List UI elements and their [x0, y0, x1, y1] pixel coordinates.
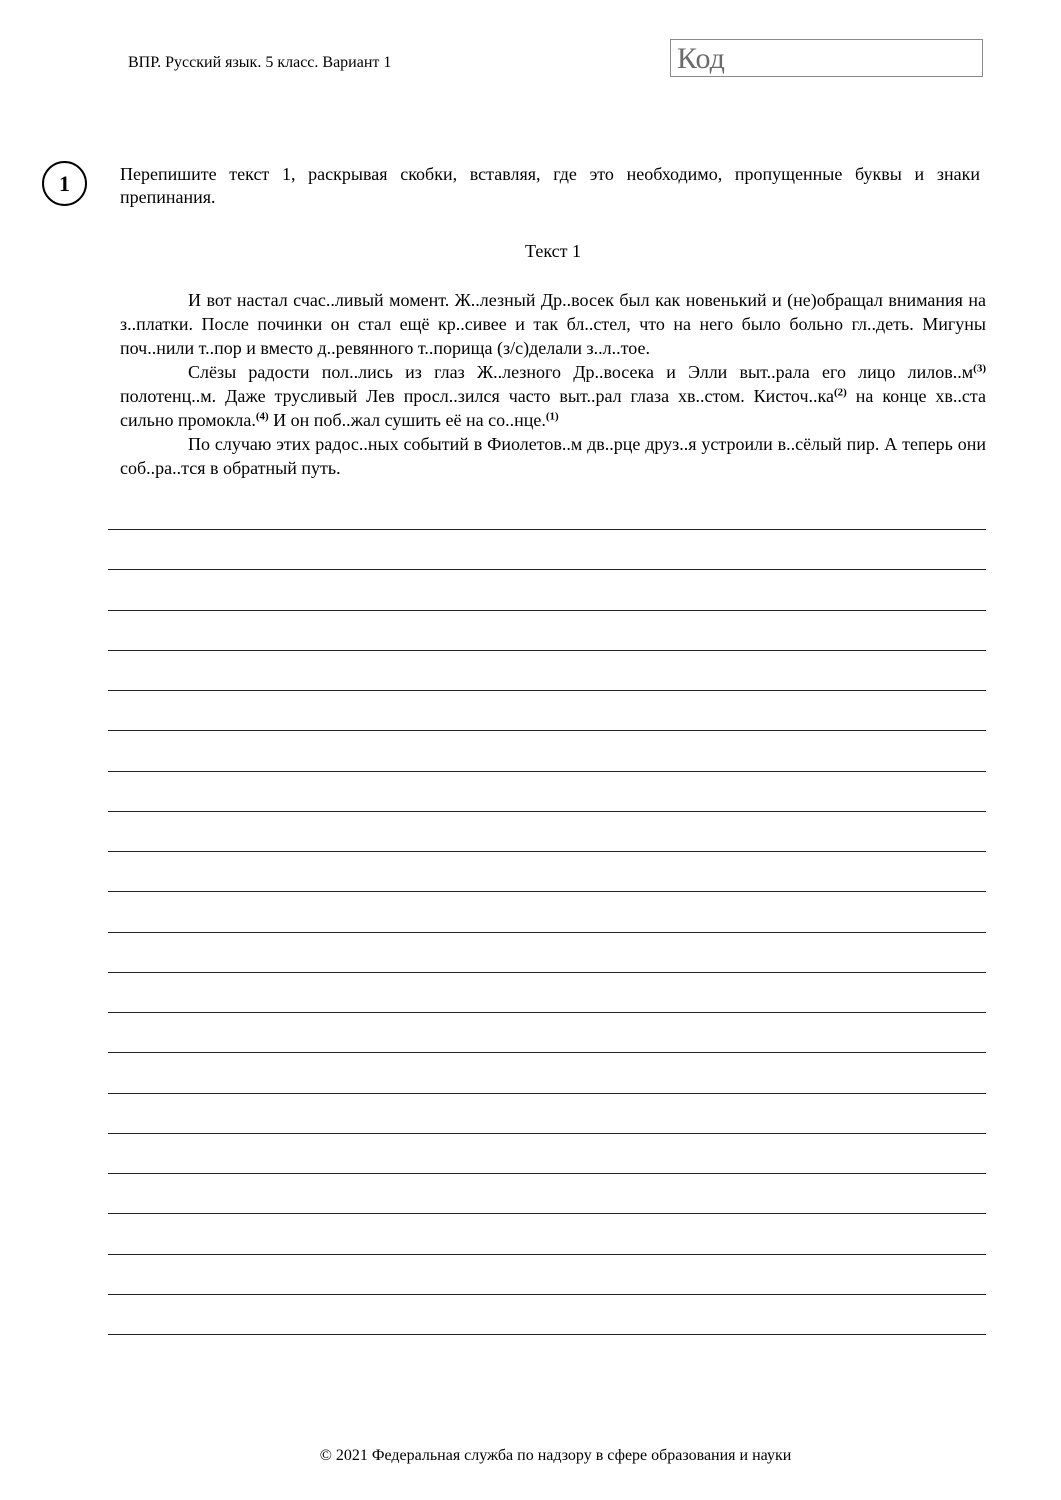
sentence-fragment: Слёзы радости пол..лись из глаз Ж..лезного Др..восека и Элли выт..рала его лицо лилов..м: [188, 362, 974, 382]
answer-line: [108, 529, 986, 569]
answer-line: [108, 1254, 986, 1294]
text-heading: Текст 1: [525, 241, 581, 261]
answer-line: [108, 1052, 986, 1092]
answer-line: [108, 650, 986, 690]
task-number-badge: 1: [42, 161, 87, 206]
answer-line: [108, 972, 986, 1012]
answer-line: [108, 771, 986, 811]
text-paragraph-3: По случаю этих радос..ных событий в Фиолетов..м дв..рце друз..я устроили в..сёлый пир. А теперь они соб..ра..тся в обратный путь.: [120, 434, 986, 478]
answer-line: [108, 690, 986, 730]
task-instruction: Перепишите текст 1, раскрывая скобки, вставляя, где это необходимо, пропущенные буквы и знаки препинания.: [120, 164, 980, 207]
answer-line: [108, 932, 986, 972]
answer-line: [108, 851, 986, 891]
answer-line: [108, 730, 986, 770]
sentence-fragment: полотенц..м. Даже трусливый Лев просл..зился часто выт..рал глаза хв..стом. Кисточ..ка: [120, 386, 834, 406]
sentence-mark: (2): [834, 386, 847, 399]
sentence-mark: (3): [973, 362, 986, 375]
answer-line: [108, 1093, 986, 1133]
answer-line: [108, 1213, 986, 1253]
answer-line: [108, 1173, 986, 1213]
answer-line: [108, 1012, 986, 1052]
answer-line: [108, 811, 986, 851]
answer-line: [108, 1334, 986, 1335]
sentence-mark: (1): [545, 410, 559, 423]
sentence-mark: (4): [255, 410, 269, 423]
text-body: [120, 288, 986, 480]
answer-line: [108, 610, 986, 650]
code-field[interactable]: [670, 39, 983, 77]
answer-line: [108, 891, 986, 931]
answer-line: [108, 1133, 986, 1173]
header-title: ВПР. Русский язык. 5 класс. Вариант 1: [128, 54, 392, 71]
answer-line: [108, 569, 986, 609]
sentence-fragment: И он поб..жал сушить её на со..нце.: [268, 410, 546, 430]
code-label: Код: [677, 42, 725, 75]
answer-line: [108, 1294, 986, 1334]
text-paragraph-1: И вот настал счас..ливый момент. Ж..лезный Др..восек был как новенький и (не)обращал внимания на з..платки. После починки он стал ещё кр..сивее и так бл..стел, что на него было больно гл..деть. Мигуны поч..нили т..пор и вместо д..ревянного т..порища (з/с)делали з..л..тое.: [120, 290, 986, 358]
answer-area[interactable]: [108, 529, 986, 1335]
sentence-fragment: на конце хв..ста сильно промокла.: [120, 386, 986, 430]
text-paragraph-2: [120, 360, 986, 432]
footer-copyright: © 2021 Федеральная служба по надзору в сфере образования и науки: [319, 1447, 792, 1464]
